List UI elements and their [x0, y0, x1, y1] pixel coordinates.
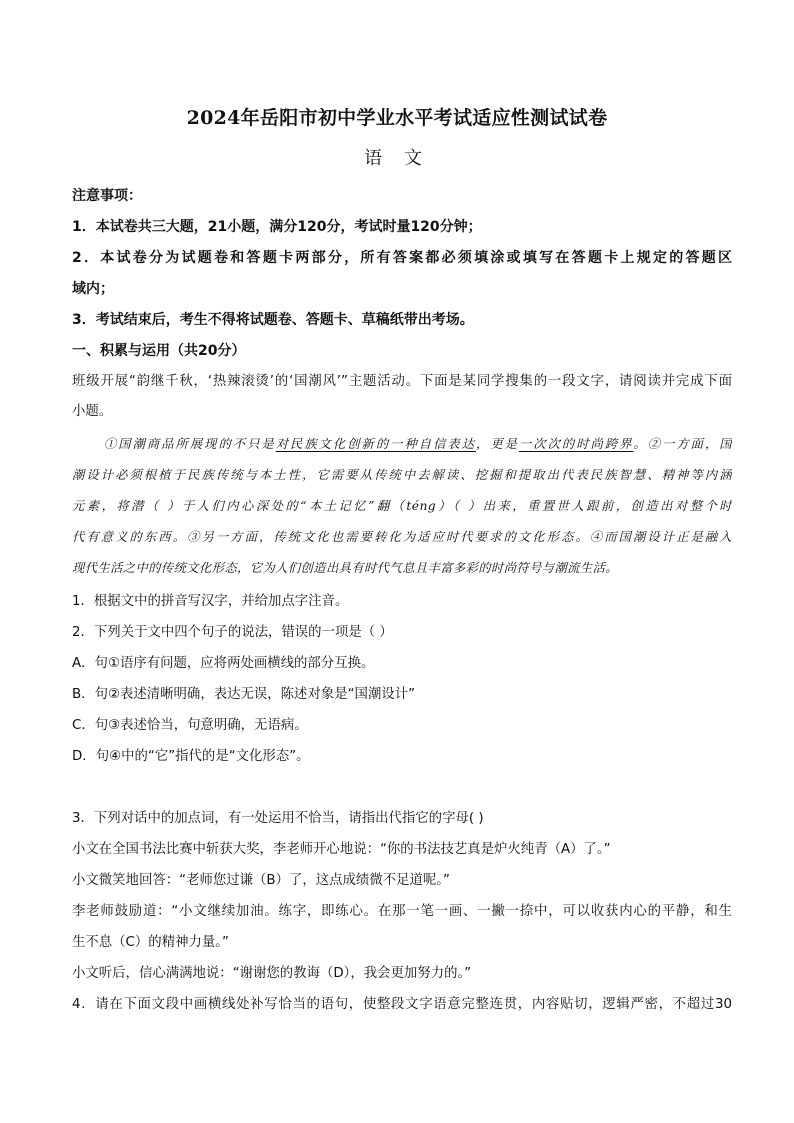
passage-text: 。②一方面，国 — [633, 437, 732, 451]
exam-title: 2024年岳阳市初中学业水平考试适应性测试试卷 — [186, 107, 608, 129]
question-3-dialogue-4: 小文听后，信心满满地说：“谢谢您的教诲（D），我会更加努力的。” — [72, 966, 472, 981]
question-3-dialogue-3-line-2: 生不息（C）的精神力量。” — [72, 935, 229, 950]
question-2: 2．下列关于文中四个句子的说法，错误的一项是（ ） — [72, 625, 393, 640]
section-1-intro-line-2: 小题。 — [72, 404, 113, 419]
passage-line-3: 元素，将潜（ ）于人们内心深处的“本土记忆”翻（téng）（ ）出来，重置世人跟前，创造出对整个时 — [72, 499, 732, 513]
passage-line-2: 潮设计必须根植于民族传统与本土性，它需要从传统中去解读、挖掘和提取出代表民族智慧、精神等内涵 — [72, 468, 732, 482]
subject-title: 语 文 — [364, 148, 430, 169]
passage-text: ，更是 — [476, 437, 519, 451]
question-3-dialogue-3-line-1: 李老师鼓励道：“小文继续加油。练字，即练心。在那一笔一画、一撇一捺中，可以收获内心的平静，和生 — [72, 904, 732, 919]
question-2-option-b: B．句②表述清晰明确，表达无误，陈述对象是“国潮设计” — [72, 687, 416, 702]
question-2-option-c: C．句③表述恰当，句意明确，无语病。 — [72, 718, 308, 733]
notes-heading: 注意事项： — [72, 188, 142, 204]
note-item-2-line-1: 2．本试卷分为试题卷和答题卡两部分，所有答案都必须填涂或填写在答题卡上规定的答题区 — [72, 250, 732, 266]
question-4: 4．请在下面文段中画横线处补写恰当的语句，使整段文字语意完整连贯，内容贴切，逻辑严密，不超过30 — [72, 997, 732, 1012]
underlined-phrase-2: 一次次的时尚跨界 — [518, 437, 634, 451]
note-item-1: 1．本试卷共三大题，21小题，满分120分，考试时量120分钟； — [72, 219, 482, 235]
passage-line-4: 代有意义的东西。③另一方面，传统文化也需要转化为适应时代要求的文化形态。④而国潮设计正是融入 — [72, 530, 732, 544]
question-2-option-d: D．句④中的“它”指代的是“文化形态”。 — [72, 749, 310, 764]
note-item-3: 3．考试结束后，考生不得将试题卷、答题卡、草稿纸带出考场。 — [72, 312, 474, 328]
passage-line-5: 现代生活之中的传统文化形态，它为人们创造出具有时代气息且丰富多彩的时尚符号与潮流生活。 — [72, 561, 618, 575]
underlined-phrase-1: 对民族文化创新的一种自信表达 — [275, 437, 477, 451]
passage-line-1 — [104, 434, 732, 454]
section-1-intro-line-1: 班级开展“韵继千秋，‘热辣滚烫’的‘国潮风’”主题活动。下面是某同学搜集的一段文字，请阅读并完成下面 — [72, 374, 732, 389]
question-2-option-a: A．句①语序有问题，应将两处画横线的部分互换。 — [72, 656, 375, 671]
question-3: 3．下列对话中的加点词，有一处运用不恰当，请指出代指它的字母( ) — [72, 811, 484, 826]
question-3-dialogue-1: 小文在全国书法比赛中斩获大奖，李老师开心地说：“你的书法技艺真是炉火纯青（A）了。” — [72, 842, 611, 857]
section-1-heading: 一、积累与运用（共20分） — [72, 343, 246, 359]
passage-text: ①国潮商品所展现的不只是 — [104, 437, 276, 451]
note-item-2-line-2: 域内； — [72, 281, 114, 297]
question-1: 1．根据文中的拼音写汉字，并给加点字注音。 — [72, 594, 349, 609]
question-3-dialogue-2: 小文微笑地回答：“老师您过谦（B）了，这点成绩微不足道呢。” — [72, 873, 450, 888]
